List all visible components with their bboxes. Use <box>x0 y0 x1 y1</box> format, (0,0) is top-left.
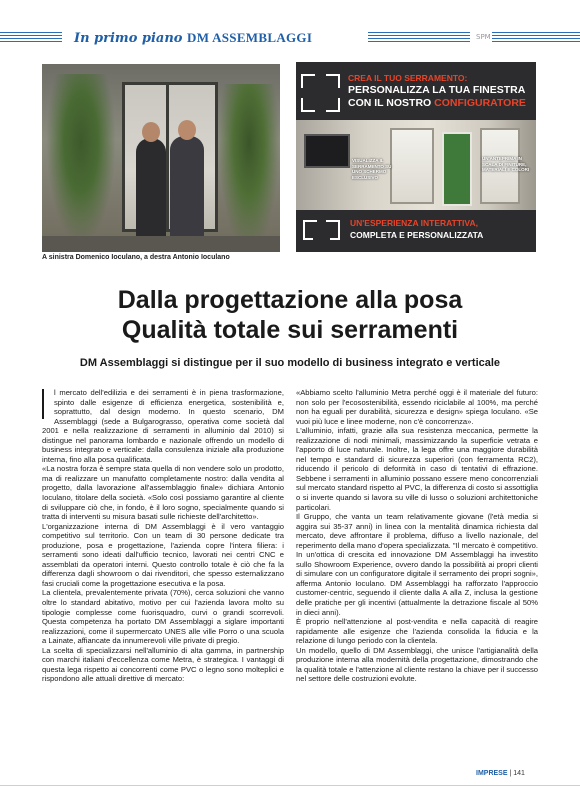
header-stripes-far-right <box>492 32 580 44</box>
frame-bracket-icon <box>326 220 340 234</box>
frame-bracket-icon <box>326 74 340 88</box>
ad-headline-3-accent: CONFIGURATORE <box>434 97 526 109</box>
header-stripes-left <box>0 32 62 44</box>
photo-person-left <box>136 138 166 238</box>
article-subtitle: DM Assemblaggi si distingue per il suo modello di business integrato e verticale <box>79 357 501 369</box>
frame-bracket-icon <box>301 98 315 112</box>
ad-headline-3 <box>348 97 526 109</box>
ad-headline-2: PERSONALIZZA LA TUA FINESTRA <box>348 84 526 96</box>
article-column-2 <box>296 388 538 684</box>
article-title-line-2: Qualità totale sui serramenti <box>121 316 459 344</box>
paragraph: «La nostra forza è sempre stata quella di non vendere solo un prodotto, ma di realizzare un manufatto completamente nostro: dalla vendita al progetto, dalla lavorazione all'assemblaggio finale» dichiara Antonio Ioculano, titolare della società. «Solo così possiamo garantire al cliente di sviluppare ciò che, in fondo, è il loro sogno, specialmente quando si tratta di interventi su misura basati sulle richieste dell'architetto». <box>42 464 284 522</box>
paragraph: L'organizzazione interna di DM Assemblaggi è il vero vantaggio competitivo sul territorio. Con un team di 30 persone dedicate tra produzione, posa e progettazione, l'azienda copre l'intera filiera: i serramenti sono ideati dall'ufficio tecnico, lavorati nei centri CNC e assemblati da operatori interni. Questo controllo totale è ciò che fa la differenza dagli showroom o dai rivenditori, che spesso esternalizzano fasi cruciali come la progettazione esecutiva e la posa. <box>42 521 284 588</box>
frame-bracket-icon <box>330 234 340 240</box>
paragraph: L'alluminio, infatti, grazie alla sua resistenza meccanica, permette la realizzazione di nodi minimali, massimizzando la superficie vetrata e l'apporto di luce naturale. Inoltre, la lega offre una maggiore durabilità nel tempo e standard di sicurezza superiori (con ferramenta RC2), riducendo il pericolo di deformità in caso di tentativi di effrazione. Sebbene i serramenti in alluminio possano essere meno concorrenziali sul mercato standard rispetto al PVC, la differenza di costo si assottiglia o si inverte quando si lavora su ville di lusso o soluzioni architettoniche particolari. <box>296 426 538 512</box>
frame-bracket-icon <box>303 234 313 240</box>
article-column-1 <box>42 388 284 684</box>
section-title <box>66 28 320 48</box>
photo-plant-left <box>46 74 116 244</box>
header-tag: SPM <box>476 33 491 41</box>
ad-label-left: VISUALIZZA IL SERRAMENTO SU UNO SCHERMO ESCLUSIVO <box>352 158 392 180</box>
ad-headline-3-prefix: CON IL NOSTRO <box>348 97 435 109</box>
drop-cap <box>42 389 50 419</box>
ad-screen <box>304 134 350 168</box>
footer-separator: | <box>509 770 512 777</box>
page-footer <box>476 770 525 777</box>
paragraph: l mercato dell'edilizia e dei serramenti è in piena trasformazione, spinto dalle esigenze di efficienza energetica, sostenibilità e, soprattutto, dal design moderno. In questo scenario, DM Assemblaggi (sede a Bulgarograsso, operativa come società dal 2001 e nella realizzazione di serramenti in alluminio dal 2010) si distingue nel panorama lombardo e nazionale offrendo un modello di business integrato e verticale: dalla consulenza iniziale alla produzione interna, fino alla posa qualificata. <box>42 388 284 464</box>
photo-plant-right <box>218 84 280 252</box>
ad-headline-1: CREA IL TUO SERRAMENTO: <box>348 73 468 83</box>
photo-person-left-head <box>142 122 160 142</box>
magazine-name: IMPRESE <box>476 770 508 777</box>
header-stripes-right <box>368 32 470 44</box>
photo-floor <box>42 236 280 252</box>
ad-tagline-2: COMPLETA E PERSONALIZZATA <box>350 230 484 240</box>
paragraph: Il Gruppo, che vanta un team relativamente giovane (l'età media si aggira sui 35-37 anni) in linea con la mentalità dinamica richiesta dal mercato, deve affrontare il problema, diffuso a livello nazionale, del reperimento della mano d'opera specializzata. "Il mercato è competitivo. In un'ottica di crescita ed innovazione DM Assemblaggi ha investito sullo Showroom Experience, ovvero dando la possibilità ai propri clienti di simulare con un configuratore digitale il serramento dei propri sogni», afferma Antonio Ioculano. DM Assemblaggi ha rafforzato l'approccio customer-centric, seguendo il cliente dalla A alla Z, inclusa la gestione delle pratiche per gli incentivi (attualmente la detrazione fiscale al 50% in dieci anni). <box>296 512 538 617</box>
frame-bracket-icon <box>301 74 315 88</box>
paragraph: Un modello, quello di DM Assemblaggi, che unisce l'artigianalità della produzione interna alla modernità della progettazione, dimostrando che la qualità totale e l'attenzione al cliente restano la chiave per il successo nel settore delle costruzioni evolute. <box>296 645 538 684</box>
article-title-line-1: Dalla progettazione alla posa <box>117 286 463 314</box>
photo-person-right <box>170 136 204 240</box>
paragraph: La clientela, prevalentemente privata (70%), cerca soluzioni che vanno oltre lo standard abitativo, motivo per cui l'azienda lavora molto su tipologie complesse come fuorisquadro, curvi o grandi scorrevoli. Questa competenza ha portato DM Assemblaggi a siglare importanti realizzazioni, come il supermercato UNES alle ville Porro o una scuola a Lainate, affiancate da innumerevoli ville private di pregio. <box>42 588 284 646</box>
ad-tagline-1: UN'ESPERIENZA INTERATTIVA, <box>350 218 478 228</box>
frame-bracket-icon <box>303 220 317 234</box>
frame-bracket-icon <box>326 98 340 112</box>
section-header <box>0 28 580 48</box>
photo-person-right-head <box>178 120 196 140</box>
paragraph: La scelta di specializzarsi nell'alluminio di alta gamma, in partnership con marchi italiani d'eccellenza come Metra, è strategica. I vantaggi di questa lega rispetto ai concorrenti come PVC o legno sono molteplici e rispondono alle attuali direttive di mercato: <box>42 645 284 684</box>
photo-caption: A sinistra Domenico Ioculano, a destra Antonio Ioculano <box>42 254 230 261</box>
section-label: In primo piano <box>74 31 183 46</box>
paragraph: È proprio nell'attenzione al post-vendita e nella capacità di reagire rapidamente alle esigenze che l'azienda consolida la fiducia e la relazione di lungo periodo con la clientela. <box>296 617 538 646</box>
ad-door <box>442 132 472 206</box>
portrait-photo <box>42 64 280 252</box>
footer-rule <box>0 785 580 786</box>
ad-label-right: UN'ANTEPRIMA IN SCALA DI FINITURE, MATERIALI E COLORI <box>482 156 530 172</box>
paragraph: «Abbiamo scelto l'alluminio Metra perché oggi è il materiale del futuro: non solo per l'ecosostenibilità, essendo riciclabile al 100%, ma perché non ha eguali per durabilità, sicurezza e design» spiega Ioculano. «Se vuoi più luce e linee moderne, non c'è concorrenza». <box>296 388 538 426</box>
configurator-ad <box>296 62 536 252</box>
photo-window-mullion <box>166 82 169 232</box>
page-number: 141 <box>513 770 525 777</box>
section-brand: DM ASSEMBLAGGI <box>187 30 313 45</box>
